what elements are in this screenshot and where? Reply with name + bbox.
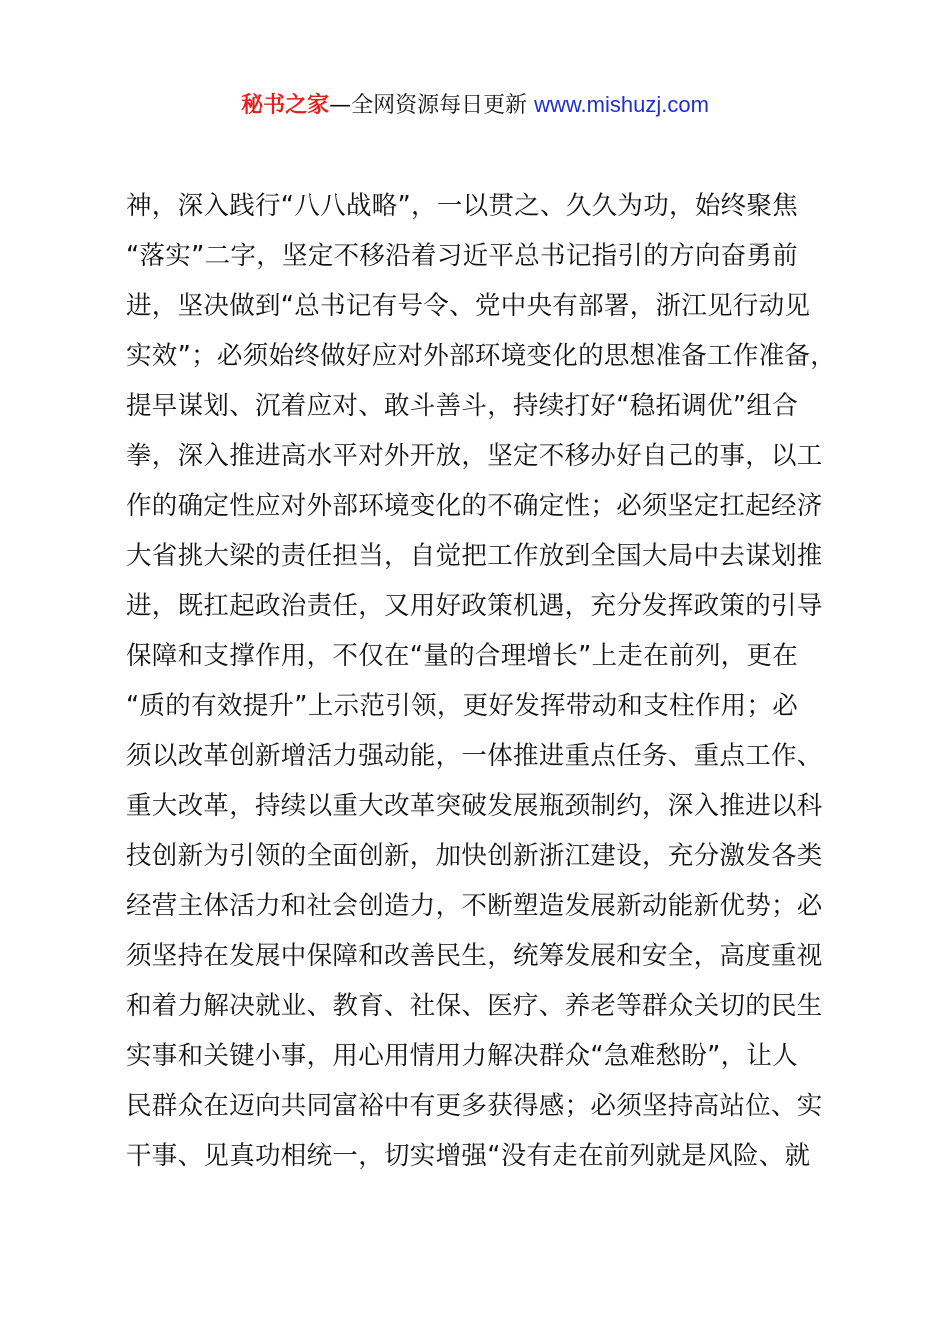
text-line: “质的有效提升”上示范引领，更好发挥带动和支柱作用；必 <box>126 691 799 721</box>
text-line: 干事、见真功相统一，切实增强“没有走在前列就是风险、就 <box>126 1141 811 1171</box>
page-header <box>0 88 950 123</box>
text-line: 作的确定性应对外部环境变化的不确定性；必须坚定扛起经济 <box>126 491 823 521</box>
text-line: 大省挑大梁的责任担当，自觉把工作放到全国大局中去谋划推 <box>126 541 823 571</box>
body-paragraph <box>126 181 837 1181</box>
website-link[interactable]: www.mishuzj.com <box>534 92 709 117</box>
text-line: 民群众在迈向共同富裕中有更多获得感；必须坚持高站位、实 <box>126 1091 823 1121</box>
text-line: 须坚持在发展中保障和改善民生，统筹发展和安全，高度重视 <box>126 941 823 971</box>
text-line: 须以改革创新增活力强动能，一体推进重点任务、重点工作、 <box>126 741 823 771</box>
text-line: 拳，深入推进高水平对外开放，坚定不移办好自己的事，以工 <box>126 441 823 471</box>
text-line: 实事和关键小事，用心用情用力解决群众“急难愁盼”，让人 <box>126 1041 799 1071</box>
text-line: 重大改革，持续以重大改革突破发展瓶颈制约，深入推进以科 <box>126 791 823 821</box>
text-line: 实效”；必须始终做好应对外部环境变化的思想准备工作准备， <box>126 341 837 371</box>
brand-name: 秘书之家 <box>241 93 330 118</box>
text-line: 神，深入践行“八八战略”，一以贯之、久久为功，始终聚焦 <box>126 191 799 221</box>
text-line: 经营主体活力和社会创造力，不断塑造发展新动能新优势；必 <box>126 891 823 921</box>
text-line: “落实”二字，坚定不移沿着习近平总书记指引的方向奋勇前 <box>126 241 799 271</box>
text-line: 保障和支撑作用，不仅在“量的合理增长”上走在前列，更在 <box>126 641 799 671</box>
text-line: 进，既扛起政治责任，又用好政策机遇，充分发挥政策的引导 <box>126 591 823 621</box>
text-line: 技创新为引领的全面创新，加快创新浙江建设，充分激发各类 <box>126 841 823 871</box>
text-line: 和着力解决就业、教育、社保、医疗、养老等群众关切的民生 <box>126 991 823 1021</box>
header-tagline: —全网资源每日更新 <box>329 93 535 118</box>
text-line: 提早谋划、沉着应对、敢斗善斗，持续打好“稳拓调优”组合 <box>126 391 799 421</box>
text-line: 进，坚决做到“总书记有号令、党中央有部署，浙江见行动见 <box>126 291 811 321</box>
